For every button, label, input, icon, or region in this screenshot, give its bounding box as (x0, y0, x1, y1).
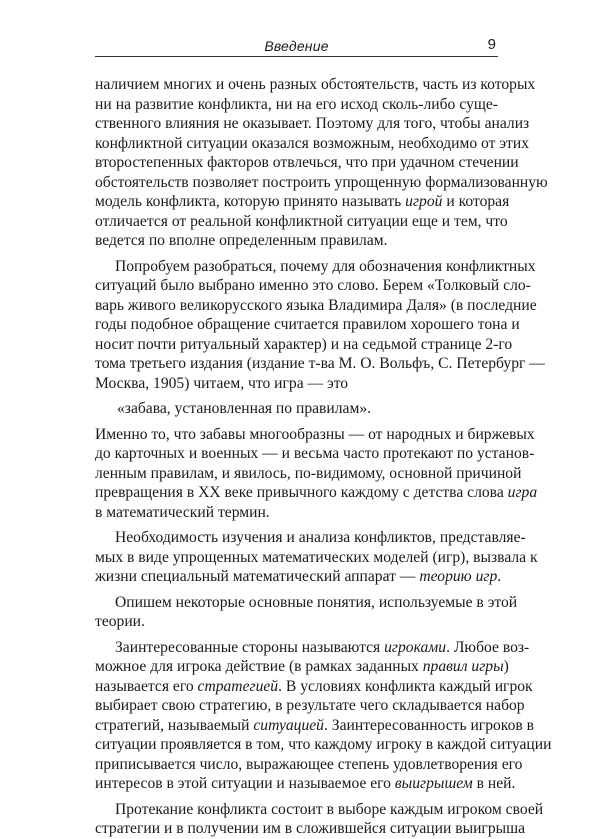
text-line: конфликтной ситуации оказался возможным, необходимо от этих (95, 134, 529, 152)
paragraph (95, 528, 538, 587)
text-line: Именно то, что забавы многообразны — от народных и биржевых (95, 425, 535, 443)
text-line: ленным правилам, и явилось, по-видимому, основной причиной (95, 464, 522, 482)
text-line: стратегий, называемый ситуацией. Заинтересованность игроков в (95, 716, 535, 734)
text-line: ситуаций было выбрано именно это слово. Берем «Толковый сло- (95, 277, 531, 294)
text-line: интересов в этой ситуации и называемое его выигрышем в ней. (95, 775, 516, 792)
text-line: обстоятельств позволяет построить упрощенную формализованную (95, 173, 548, 191)
text-line: превращения в XX веке привычного каждому с детства слова игра (95, 484, 538, 501)
text-line: носит почти ритуальный характер) и на седьмой странице 2-го (95, 335, 513, 353)
text-line: приписывается число, выражающее степень удовлетворения его (95, 755, 523, 773)
text-line: выбирает свою стратегию, в результате чего складывается набор (95, 697, 525, 714)
text-line: Протекание конфликта состоит в выборе каждым игроком своей (115, 800, 544, 818)
text-line: модель конфликта, которую принято называть игрой и которая (95, 193, 510, 210)
paragraph (95, 638, 552, 794)
body-text (95, 75, 552, 839)
text-line: ведется по вполне определенным правилам. (95, 232, 388, 249)
paragraph (95, 75, 548, 251)
text-line: можное для игрока действие (в рамках заданных правил игры) (95, 658, 509, 675)
text-line: теории. (95, 613, 145, 630)
text-line: отличается от реальной конфликтной ситуации еще и тем, что (95, 212, 508, 230)
text-line: называется его стратегией. В условиях конфликта каждый игрок (95, 677, 533, 695)
text-line: Москва, 1905) читаем, что игра — это (95, 374, 349, 392)
text-line: стратегии и в получении им в сложившейся ситуации выигрыша (95, 820, 526, 837)
text-line: второстепенных факторов отвлечься, что при удачном стечении (95, 154, 519, 171)
text-line: до карточных и военных — и весьма часто протекают по установ- (95, 445, 535, 462)
text-line: наличием многих и очень разных обстоятельств, часть из которых (95, 76, 536, 93)
text-line: в математический термин. (95, 503, 270, 521)
text-line: жизни специальный математический аппарат — теорию игр. (95, 568, 502, 585)
section-title: Введение (264, 38, 329, 54)
text-line: мых в виде упрощенных математических моделей (игр), вызвала к (95, 548, 538, 566)
text-line: годы подобное обращение считается правилом хорошего тона и (95, 316, 520, 333)
text-line: ственного влияния не оказывает. Поэтому для того, чтобы анализ (95, 115, 530, 132)
text-line: Заинтересованные стороны называются игроками. Любое воз- (115, 638, 530, 656)
text-line: ситуации проявляется в том, что каждому игроку в каждой ситуации (95, 736, 552, 753)
quote-line: «забава, установленная по правилам». (117, 400, 372, 417)
text-line: тома третьего издания (издание т-ва М. О. Вольфъ, С. Петербург — (95, 355, 545, 372)
text-line: Необходимость изучения и анализа конфликтов, представляе- (115, 529, 526, 546)
text-line: варь живого великорусского языка Владимира Даля» (в последние (95, 296, 537, 314)
paragraph (95, 593, 518, 632)
text-line: Попробуем разобраться, почему для обозначения конфликтных (115, 257, 536, 275)
page-number: 9 (487, 36, 496, 53)
paragraph (95, 257, 545, 394)
text-line: Опишем некоторые основные понятия, используемые в этой (115, 593, 518, 611)
paragraph (95, 800, 544, 839)
quote-block (95, 399, 498, 419)
running-header (95, 36, 498, 57)
text-line: ни на развитие конфликта, ни на его исход сколь-либо суще- (95, 95, 498, 113)
paragraph (95, 425, 538, 523)
